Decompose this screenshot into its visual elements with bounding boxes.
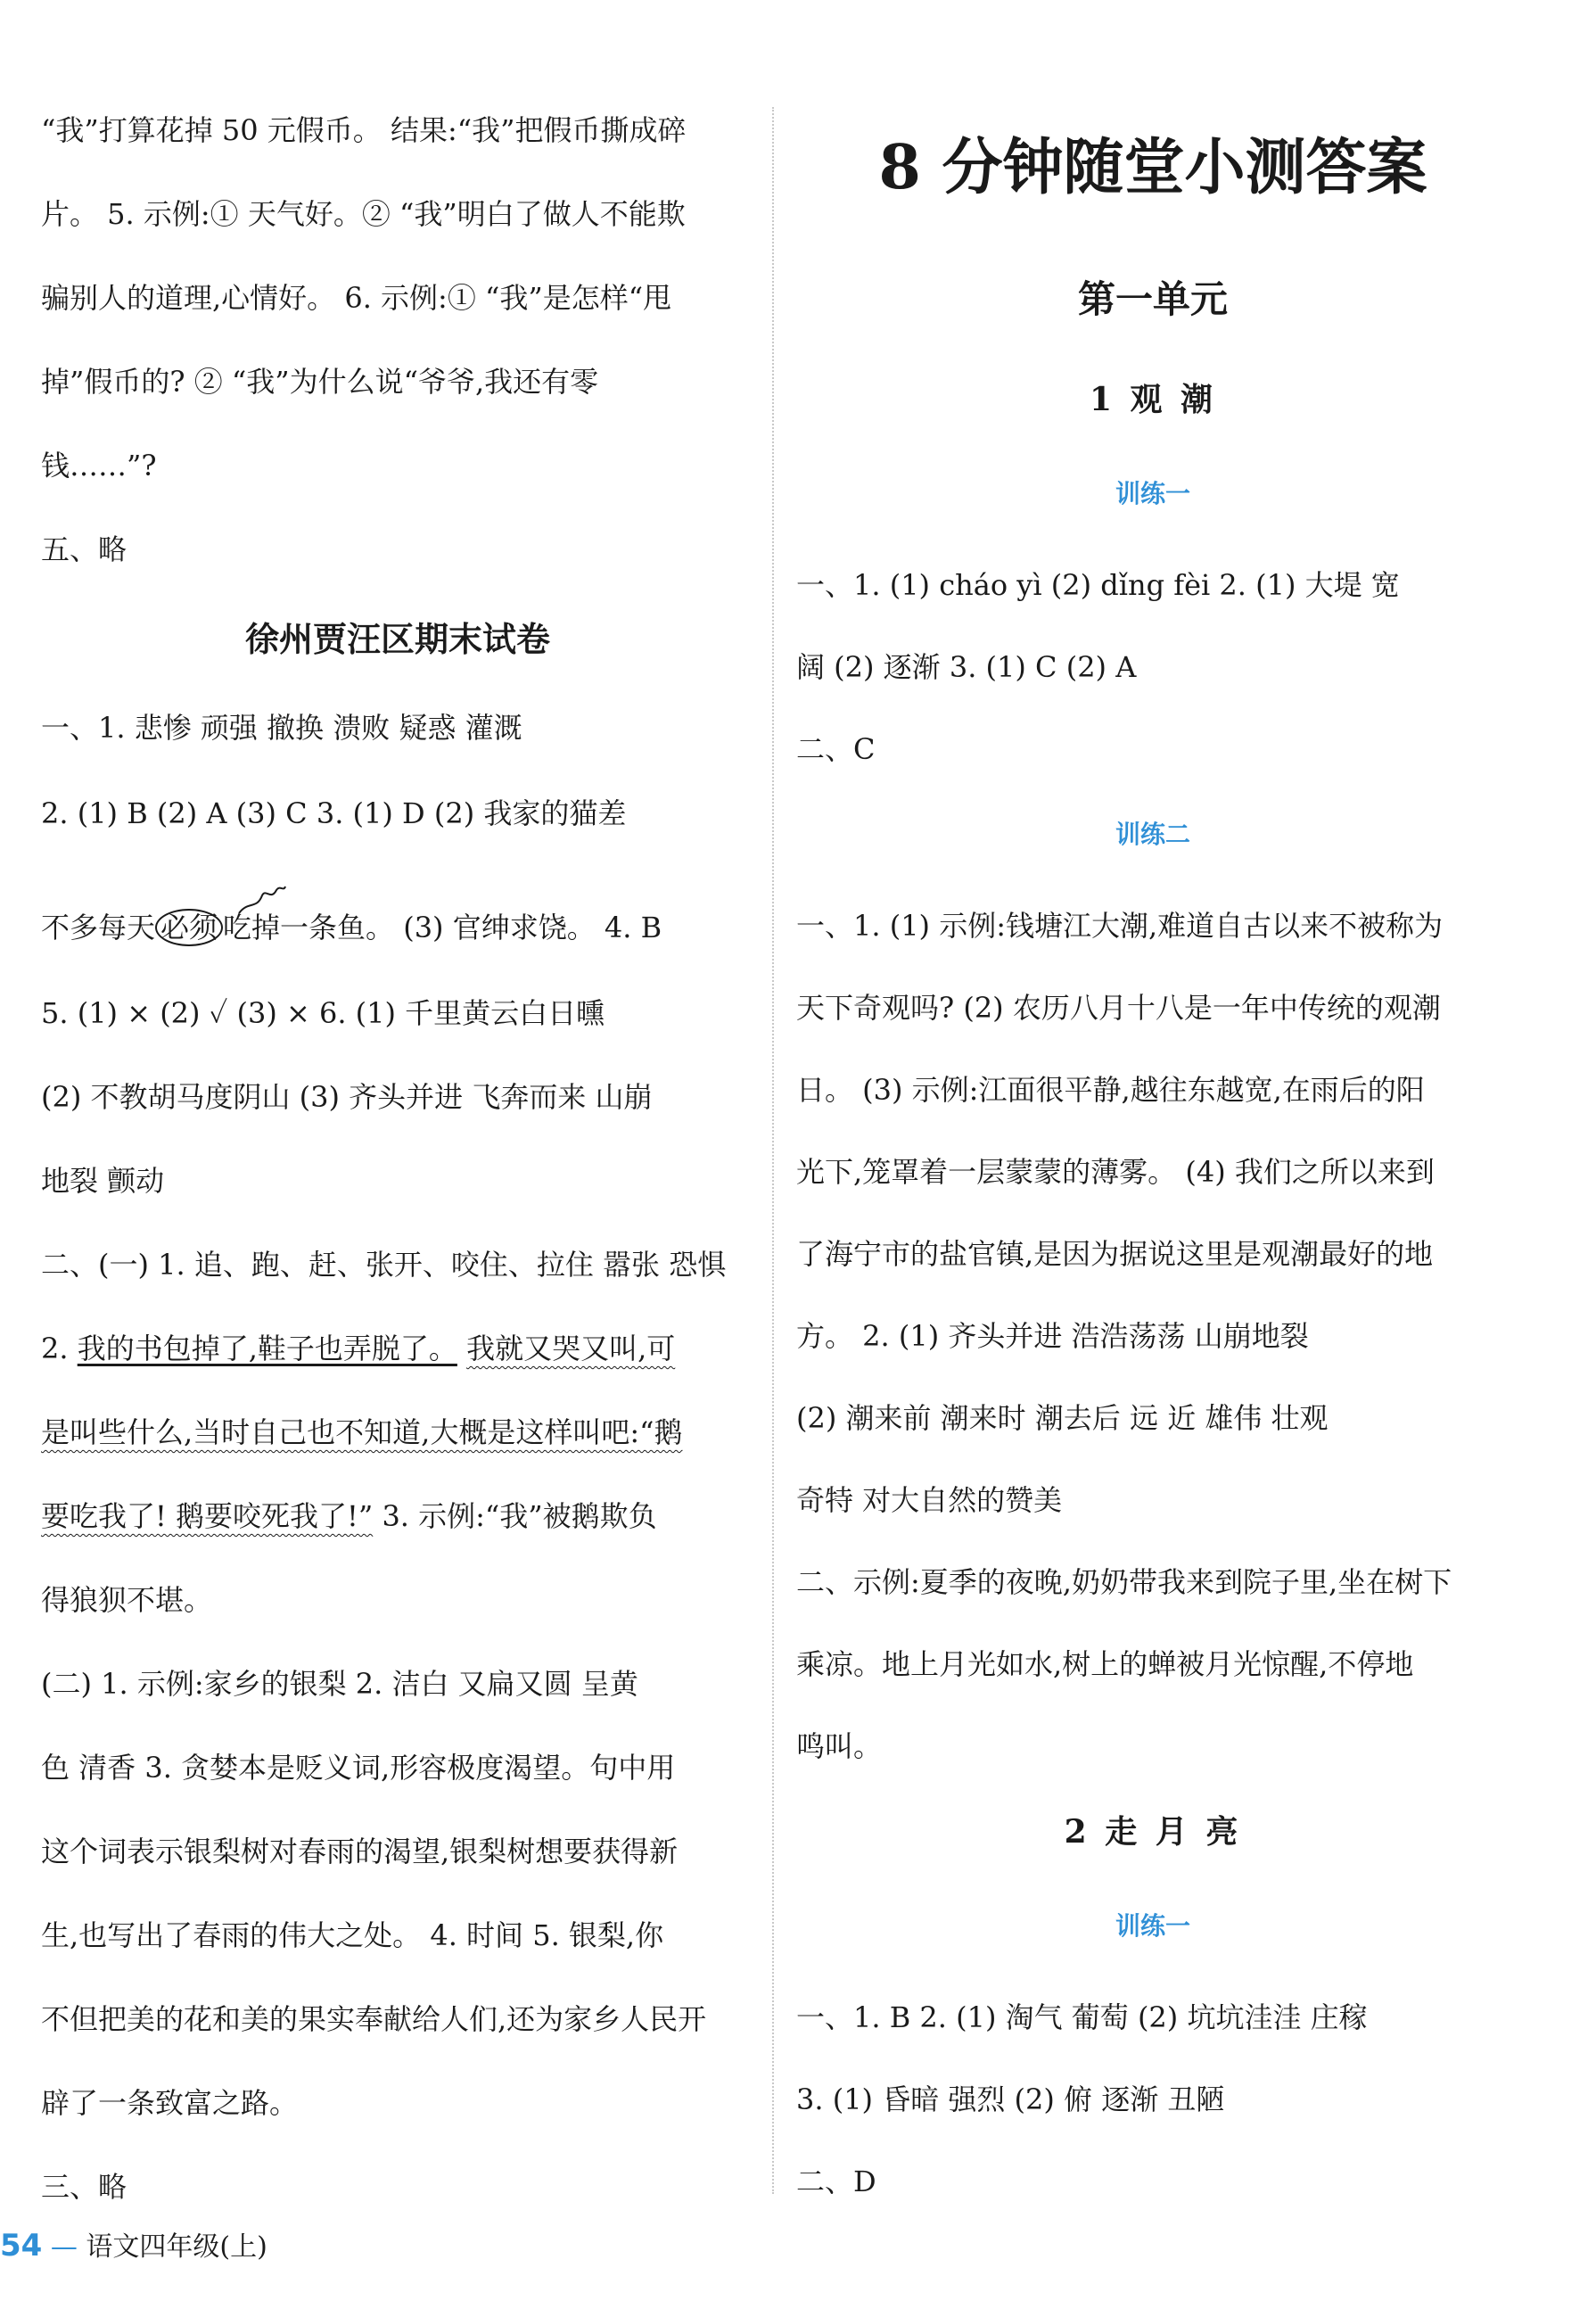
unit-title: 第一单元 [1077, 277, 1228, 321]
wavy-underlined-answer: 是叫些什么,当时自己也不知道,大概是这样叫吧:“鹅 [41, 1415, 683, 1449]
cat-line-after: 吃掉一条鱼。 (3) 官绅求饶。 4. B [223, 911, 662, 944]
lesson-title: 1 观 潮 [1089, 381, 1217, 418]
text-line [41, 1413, 683, 1452]
text-line: 地裂 颤动 [41, 1164, 165, 1198]
wavy-underlined-answer: 要吃我了! 鹅要咬死我了!” [41, 1499, 374, 1533]
page-number: 54 [0, 2228, 43, 2264]
training-heading: 训练一 [1115, 479, 1190, 508]
exam-title: 徐州贾汪区期末试卷 [244, 620, 550, 659]
text-line [41, 1497, 657, 1536]
text-line [41, 908, 662, 947]
text-line: 方。 2. (1) 齐头并进 浩浩荡荡 山崩地裂 [796, 1319, 1309, 1353]
text-line: 了海宁市的盐官镇,是因为据说这里是观潮最好的地 [796, 1237, 1434, 1271]
text-line: 片。 5. 示例:① 天气好。② “我”明白了做人不能欺 [41, 197, 686, 231]
text-line: 一、1. 悲惨 顽强 撤换 溃败 疑惑 灌溉 [41, 711, 522, 745]
q3-text: 3. 示例:“我”被鹅欺负 [373, 1499, 657, 1533]
text-line: 光下,笼罩着一层蒙蒙的薄雾。 (4) 我们之所以来到 [796, 1155, 1435, 1189]
text-line: 3. (1) 昏暗 强烈 (2) 俯 逐渐 丑陋 [796, 2082, 1225, 2116]
text-line: 一、1. B 2. (1) 淘气 葡萄 (2) 坑坑洼洼 庄稼 [796, 2000, 1368, 2034]
training-heading: 训练一 [1115, 1911, 1190, 1941]
wavy-underlined-answer: 我就又哭又叫,可 [466, 1332, 676, 1365]
page-title: 8 分钟随堂小测答案 [878, 132, 1427, 203]
book-name: 语文四年级(上) [86, 2231, 267, 2263]
text-line: 二、C [796, 732, 876, 766]
text-line: 5. (1) × (2) ✓ (3) × 6. (1) 千里黄云白日曛 [41, 996, 605, 1030]
text-line: 阔 (2) 逐渐 3. (1) C (2) A [796, 650, 1137, 684]
lesson-title: 2 走 月 亮 [1064, 1813, 1242, 1851]
text-line: 二、(一) 1. 追、跑、赶、张开、咬住、拉住 嚣张 恐惧 [41, 1248, 727, 1282]
text-line: 掉”假币的? ② “我”为什么说“爷爷,我还有零 [41, 365, 599, 399]
circled-word: 必须 [155, 909, 223, 946]
text-line [41, 1329, 675, 1368]
text-line: 天下奇观吗? (2) 农历八月十八是一年中传统的观潮 [796, 991, 1441, 1025]
text-line: 二、示例:夏季的夜晚,奶奶带我来到院子里,坐在树下 [796, 1565, 1452, 1599]
text-line: 2. (1) B (2) A (3) C 3. (1) D (2) 我家的猫差 [41, 796, 627, 830]
text-line: (二) 1. 示例:家乡的银梨 2. 洁白 又扁又圆 呈黄 [41, 1667, 638, 1701]
underlined-answer: 我的书包掉了,鞋子也弄脱了。 [77, 1332, 457, 1365]
text-line: (2) 潮来前 潮来时 潮去后 远 近 雄伟 壮观 [796, 1401, 1329, 1435]
text-line: 三、略 [41, 2170, 128, 2204]
cat-line-before: 不多每天 [41, 911, 156, 944]
text-line: 钱……”? [41, 449, 157, 482]
page-footer [0, 2226, 267, 2267]
footer-dash: — [50, 2231, 78, 2263]
text-line: 一、1. (1) 示例:钱塘江大潮,难道自古以来不被称为 [796, 909, 1444, 943]
text-line: 不但把美的花和美的果实奉献给人们,还为家乡人民开 [41, 2002, 707, 2036]
text-line: 日。 (3) 示例:江面很平静,越往东越宽,在雨后的阳 [796, 1073, 1425, 1107]
text-line: 骗别人的道理,心情好。 6. 示例:① “我”是怎样“甩 [41, 281, 672, 315]
text-line: “我”打算花掉 50 元假币。 结果:“我”把假币撕成碎 [41, 113, 687, 147]
text-line: 得狼狈不堪。 [41, 1583, 213, 1617]
text-line: 色 清香 3. 贪婪本是贬义词,形容极度渴望。句中用 [41, 1751, 676, 1785]
text-line: 鸣叫。 [796, 1729, 883, 1763]
text-line: 辟了一条致富之路。 [41, 2086, 299, 2120]
column-divider [772, 107, 774, 2194]
text-line: 奇特 对大自然的赞美 [796, 1483, 1063, 1517]
text-line: 五、略 [41, 532, 128, 566]
text-line: 生,也写出了春雨的伟大之处。 4. 时间 5. 银梨,你 [41, 1918, 664, 1952]
training-heading: 训练二 [1115, 820, 1190, 849]
text-line: 乘凉。地上月光如水,树上的蝉被月光惊醒,不停地 [796, 1647, 1414, 1681]
correction-mark-icon [235, 883, 289, 919]
text-line: 这个词表示银梨树对春雨的渴望,银梨树想要获得新 [41, 1835, 679, 1868]
q2-prefix: 2. [41, 1332, 78, 1365]
text-line: 二、D [796, 2165, 876, 2198]
text-line: 一、1. (1) cháo yì (2) dǐng fèi 2. (1) 大堤 宽 [796, 568, 1400, 602]
text-line: (2) 不教胡马度阴山 (3) 齐头并进 飞奔而来 山崩 [41, 1080, 653, 1114]
